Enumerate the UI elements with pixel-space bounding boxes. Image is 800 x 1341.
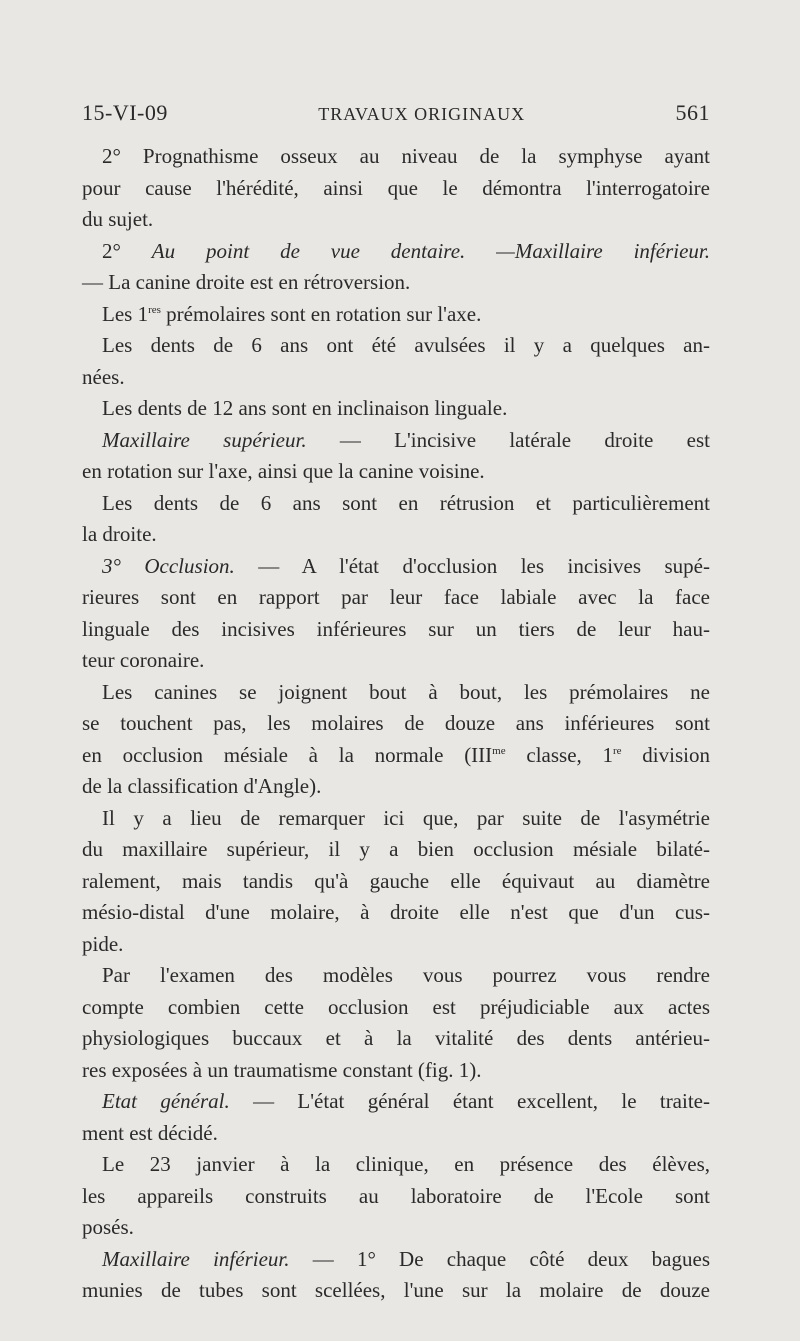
section-heading: 3° Occlusion.: [102, 553, 235, 578]
text-segment: Les 1: [102, 301, 149, 326]
text-line: de la classification d'Angle).: [82, 774, 322, 798]
text-line: posés.: [82, 1215, 134, 1239]
running-head: [82, 100, 710, 126]
text-line: ment est décidé.: [82, 1120, 218, 1145]
text-line: 2° Prognathisme osseux au niveau de la symphyse ayant: [102, 144, 710, 168]
section-heading: Maxillaire supérieur.: [102, 427, 307, 452]
text-line: pour cause l'hérédité, ainsi que le démontra l'interrogatoire: [82, 175, 710, 200]
text-segment: — 1° De chaque côté deux bagues: [289, 1246, 710, 1271]
text-line: linguale des incisives inférieures sur un tiers de leur hau-: [82, 616, 710, 641]
text-segment: — L'état général étant excellent, le traite-: [229, 1089, 710, 1113]
text-line: Les dents de 6 ans sont en rétrusion et particulièrement: [102, 490, 710, 515]
text-line: [82, 1086, 710, 1118]
text-segment: en occlusion mésiale à la normale (III: [82, 742, 493, 767]
text-segment: 2°: [102, 238, 152, 263]
text-line: munies de tubes sont scellées, l'une sur la molaire de douze: [82, 1278, 710, 1302]
superscript: me: [492, 744, 506, 757]
section-heading: Au point de vue dentaire. —Maxillaire inférieur.: [151, 238, 710, 263]
text-line: pide.: [82, 931, 124, 956]
text-segment: — L'incisive latérale droite est: [306, 427, 710, 452]
text-line: du sujet.: [82, 207, 154, 231]
text-line: rieures sont en rapport par leur face labiale avec la face: [82, 585, 710, 609]
text-line: la droite.: [82, 522, 157, 546]
text-line: [82, 299, 710, 331]
header-date: 15-VI-09: [82, 100, 168, 125]
text-line: Les dents de 6 ans ont été avulsées il y a quelques an-: [102, 333, 710, 357]
text-line: Il y a lieu de remarquer ici que, par suite de l'asymétrie: [102, 805, 710, 830]
text-line: en rotation sur l'axe, ainsi que la canine voisine.: [82, 459, 485, 483]
text-line: ralement, mais tandis qu'à gauche elle équivaut au diamètre: [82, 868, 710, 893]
section-heading: Etat général.: [102, 1089, 230, 1113]
text-line: mésio-distal d'une molaire, à droite elle n'est que d'un cus-: [82, 900, 710, 924]
text-line: — La canine droite est en rétroversion.: [82, 270, 411, 294]
text-line: teur coronaire.: [82, 648, 205, 672]
text-line: du maxillaire supérieur, il y a bien occlusion mésiale bilaté-: [82, 837, 710, 861]
text-line: nées.: [82, 364, 125, 389]
text-segment: prémolaires sont en rotation sur l'axe.: [160, 301, 482, 326]
text-line: Par l'examen des modèles vous pourrez vous rendre: [102, 963, 710, 987]
text-line: [82, 551, 710, 583]
text-line: se touchent pas, les molaires de douze ans inférieures sont: [82, 711, 710, 735]
text-line: compte combien cette occlusion est préjudiciable aux actes: [82, 994, 710, 1019]
header-title: TRAVAUX ORIGINAUX: [318, 104, 526, 124]
superscript: res: [148, 303, 161, 316]
text-segment: classe, 1: [505, 742, 614, 767]
section-heading: Maxillaire inférieur.: [102, 1246, 290, 1271]
page-number: 561: [675, 100, 710, 125]
text-line: physiologiques buccaux et à la vitalité des dents antérieu-: [82, 1026, 710, 1050]
text-line: res exposées à un traumatisme constant (fig. 1).: [82, 1057, 482, 1082]
text-line: [82, 1244, 710, 1276]
text-segment: division: [621, 742, 710, 767]
text-line: Les dents de 12 ans sont en inclinaison linguale.: [102, 396, 508, 420]
text-line: Le 23 janvier à la clinique, en présence des élèves,: [102, 1152, 710, 1176]
text-segment: — A l'état d'occlusion les incisives supé-: [234, 553, 710, 578]
text-line: Les canines se joignent bout à bout, les prémolaires ne: [102, 679, 710, 704]
text-line: les appareils construits au laboratoire de l'Ecole sont: [82, 1183, 710, 1208]
text-line: [82, 236, 710, 268]
body-text: [82, 141, 710, 1307]
text-line: [82, 425, 710, 457]
text-line: [82, 740, 710, 772]
superscript: re: [613, 744, 622, 757]
